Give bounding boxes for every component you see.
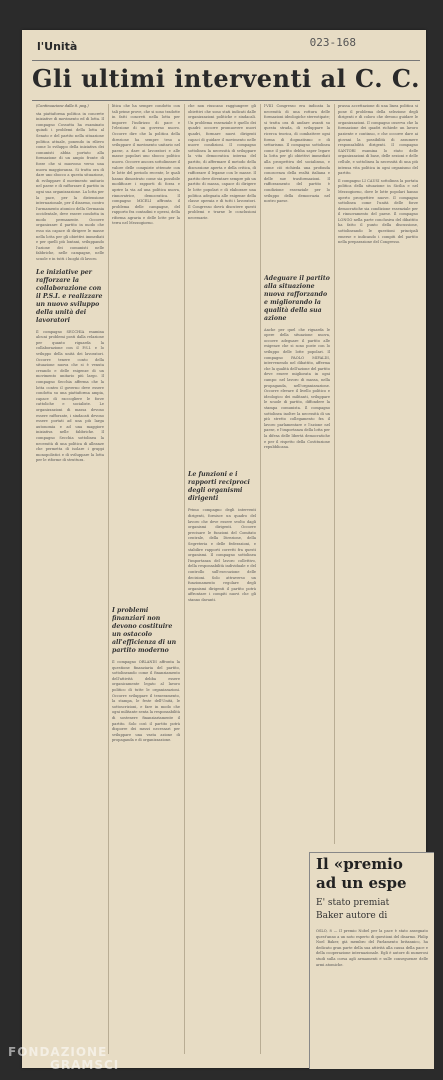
column-text: sta piattaforma politica in concrete iniziative di movimento ed di lotta. Il compagno Cossutta ha esaminato quindi i problemi della lotta al Senato e del partito nella situazione politica attuale, ponendo in rilievo come lo sviluppo della iniziativa dei comunisti abbia portato alla formazione di un ampio fronte di forze che si muovono verso una nuova maggioranza. Si tratta ora di dare uno sbocco a questa situazione, di sviluppare il movimento unitario nel paese e di rafforzare il partito in ogni sua organizzazione. La lotta per la pace, per la distensione internazionale, per il disarmo, contro l'armamento atomico della Germania occidentale, deve essere condotta in modo permanente. Occorre organizzare il partito in modo che esso sia capace di dirigere le masse nella lotta per gli obiettivi immediati e per quelli più lontani, sviluppando l'azione dei comunisti nelle fabbriche, nelle campagne, nelle scuole e in tutti i luoghi di lavoro. <box>36 111 104 262</box>
column-text: Primo compagno degli interventi dirigenti, fornisce un quadro del lavoro che deve essere svolto dagli organismi dirigenti. Occorre precisare le funzioni del Comitato centrale, della Direzione, della Segreteria e delle federazioni, e stabilire rapporti corretti fra questi organismi. Il compagno sottolinea l'importanza del lavoro collettivo, della responsabilità individuale e del controllo sull'esecuzione delle decisioni. Solo attraverso un funzionamento regolare degli organismi dirigenti il partito potrà affrontare i compiti nuovi che gli stanno davanti. <box>188 508 256 602</box>
column-text: prassa accettazione di una linea politica si pone il problema della selezione degli dirigenti e di coloro che devono guidare le organizzazioni. Il compagno osserva che la formazione dei quadri richiede un lavoro paziente e continuo, e che occorre dare ai giovani la possibilità di assumere responsabilità dirigenti. Il compagno SANTORI esamina lo stato delle organizzazioni di base, delle sezioni e delle cellule, e sottolinea la necessità di una più intensa vita politica in ogni organismo del partito. <box>338 104 418 176</box>
column-text: Il compagno SECCHIA esamina alcuni problemi posti dalla relazione per quanto riguarda la collaborazione con il P.S.I. e lo sviluppo della unità dei lavoratori. Occorre tenere conto della situazione nuova che si è venuta creando e delle esigenze di un movimento unitario più largo. Il compagno Secchia afferma che la lotta contro il governo deve essere condotta su una piattaforma ampia, capace di raccogliere le forze cattoliche e socialiste. Le organizzazioni di massa devono essere rafforzate, i sindacati devono essere portati ad una più larga autonomia e ad una maggiore iniziativa nelle fabbriche. Il compagno Secchia sottolinea la necessità di una politica di alleanze che permetta di isolare i gruppi monopolistici e di sviluppare la lotta per le riforme di struttura. <box>36 329 104 463</box>
sidebar-article <box>309 852 434 1069</box>
top-rule <box>32 60 420 61</box>
column-text: Il compagno LI CAUSI sottolinea la portata politica della situazione in Sicilia e nel Mezzogiorno, dove le lotte popolari hanno aperto prospettive nuove. Il compagno sottolinea come l'unità delle forze democratiche sia condizione essenziale per il rinnovamento del paese. Il compagno LONGO nella parte conclusiva del dibattito ha fatto il punto della discussione, sottolineando le questioni principali emerse e indicando i compiti del partito nella preparazione del Congresso. <box>338 178 418 245</box>
archive-number: 023-168 <box>309 36 356 49</box>
sidebar-title: ad un espe <box>316 874 407 892</box>
sidebar-text: OSLO, 8 — Il premio Nobel per la pace è stato assegnato quest'anno a un noto esperto di questioni del disarmo. Philip Noel Baker, già membro del Parlamento britannico, ha dedicato gran parte della sua attività alla causa della pace e della cooperazione internazionale. Egli è autore di numerosi studi sulla corsa agli armamenti e sulle conseguenze delle armi atomiche. <box>316 929 428 967</box>
headline: Gli ultimi interventi al C. C. <box>32 64 420 93</box>
sidebar-subtitle: E' stato premiat <box>316 898 390 908</box>
column-subheading: Le funzioni e i rapporti reciproci degli organismi dirigenti <box>188 471 250 503</box>
column-subheading: Adeguare il partito alla situazione nuova rafforzando e migliorando la qualità della sua azione <box>264 274 330 322</box>
column-divider <box>108 104 109 1054</box>
fondazione-gramsci-watermark <box>8 1046 119 1072</box>
column-text: Il compagno ORLANDI affronta la questione finanziaria del partito, sottolineando come il finanziamento dell'attività debba essere organicamente legato al lavoro politico di tutte le organizzazioni. Occorre sviluppare il tesseramento, la stampa, le feste dell'Unità, le sottoscrizioni, e fare in modo che ogni militante senta la responsabilità di sostenere finanziariamente il partito. Solo così il partito potrà disporre dei mezzi necessari per sviluppare una vasta azione di propaganda e di organizzazione. <box>112 660 180 743</box>
article-column-5 <box>338 104 418 844</box>
watermark-line: GRAMSCI <box>50 1058 120 1072</box>
column-subheading: Le iniziative per rafforzare la collaborazione con il P.S.I. e realizzare un nuovo sviluppo della unità dei lavoratori <box>36 268 103 324</box>
column-text: litica che ha sempre condotto con tali prime prove, che si sono tradotte in fatti concreti nella lotta per imporre l'indirizzo di pace e l'elezione di un governo nuovo. Occorre dire che la politica della direzione ha sempre teso a sviluppare il movimento unitario nel paese, a dare ai lavoratori e alle masse popolari uno sbocco politico nuovo. Occorre ancora sottolineare il valore delle conquiste ottenute con le lotte del periodo recente, le quali hanno dimostrato come sia possibile modificare i rapporti di forza e aprire la via ad una politica nuova, rinnovatrice, democratica. Il compagno MICELI affronta il problema delle campagne, del rapporto fra contadini e operai, della riforma agraria e delle lotte per la terra nel Mezzogiorno. <box>112 104 180 226</box>
column-text: che non riuscano raggiungere gli obiettivi che sono stati indicati dalle organizzazioni politiche e sindacali. Un problema essenziale è quello dei quadri: occorre promuovere nuovi quadri, formare nuovi dirigenti capaci di guidare il movimento nelle nuove condizioni. Il compagno sottolinea la necessità di sviluppare la vita democratica interna del partito, di affermare il metodo della discussione aperta e della critica, di rafforzare il legame con le masse. Il partito deve diventare sempre più un partito di massa, capace di dirigere le lotte popolari e di elaborare una politica adeguata alle esigenze della classe operaia e di tutti i lavoratori. Il Congresso dovrà discutere questi problemi e trarne le conclusioni necessarie. <box>188 104 256 220</box>
article-column-1 <box>36 104 104 1054</box>
headline-rule <box>32 100 420 101</box>
column-subheading: I problemi finanziari non devono costituire un ostacolo all'efficienza di un partito moderno <box>112 607 177 655</box>
article-column-2 <box>112 104 180 1054</box>
column-text: Anche per quel che riguarda le opere della situazione nuova, occorre adeguare il partito alle esigenze che si sono poste con lo sviluppo delle lotte popolari. Il compagno PAOLO MIFALDI, intervenendo nel dibattito, afferma che la qualità dell'azione del partito deve essere migliorata in ogni campo: nel lavoro di massa, nella propaganda, nell'organizzazione. Occorre elevare il livello politico e ideologico dei militanti, sviluppare le scuole di partito, diffondere la stampa comunista. Il compagno sottolinea inoltre la necessità di un più stretto collegamento fra il lavoro parlamentare e l'azione nel paese, e l'importanza della lotta per la difesa delle libertà democratiche e per il rispetto della Costituzione repubblicana. <box>264 327 330 450</box>
sidebar-subtitle: Baker autore di <box>316 911 388 921</box>
column-divider <box>260 104 261 1054</box>
article-column-3 <box>188 104 256 1054</box>
sidebar-title: Il «premio <box>316 855 403 873</box>
column-divider <box>334 104 335 844</box>
watermark-line: FONDAZIONE <box>8 1045 108 1059</box>
newspaper-clipping <box>22 30 426 1068</box>
column-text: l'VIII Congresso era indicata la necessità di una rottura delle formazioni ideologiche stereotipate; si tratta ora di andare avanti su questa strada, di sviluppare la ricerca teorica, di combattere ogni forma di dogmatismo e di settarismo. Il compagno sottolinea come il partito debba saper legare la lotta per gli obiettivi immediati alla prospettiva del socialismo, e come ciò richieda una profonda conoscenza della realtà italiana e delle sue trasformazioni. Il rafforzamento del partito è condizione essenziale per lo sviluppo della democrazia nel nostro paese. <box>264 104 330 204</box>
column-divider <box>184 104 185 1054</box>
continuation-note: (Continuazione dalla 8. pag.) <box>36 104 89 108</box>
masthead: l'Unità <box>37 40 78 53</box>
